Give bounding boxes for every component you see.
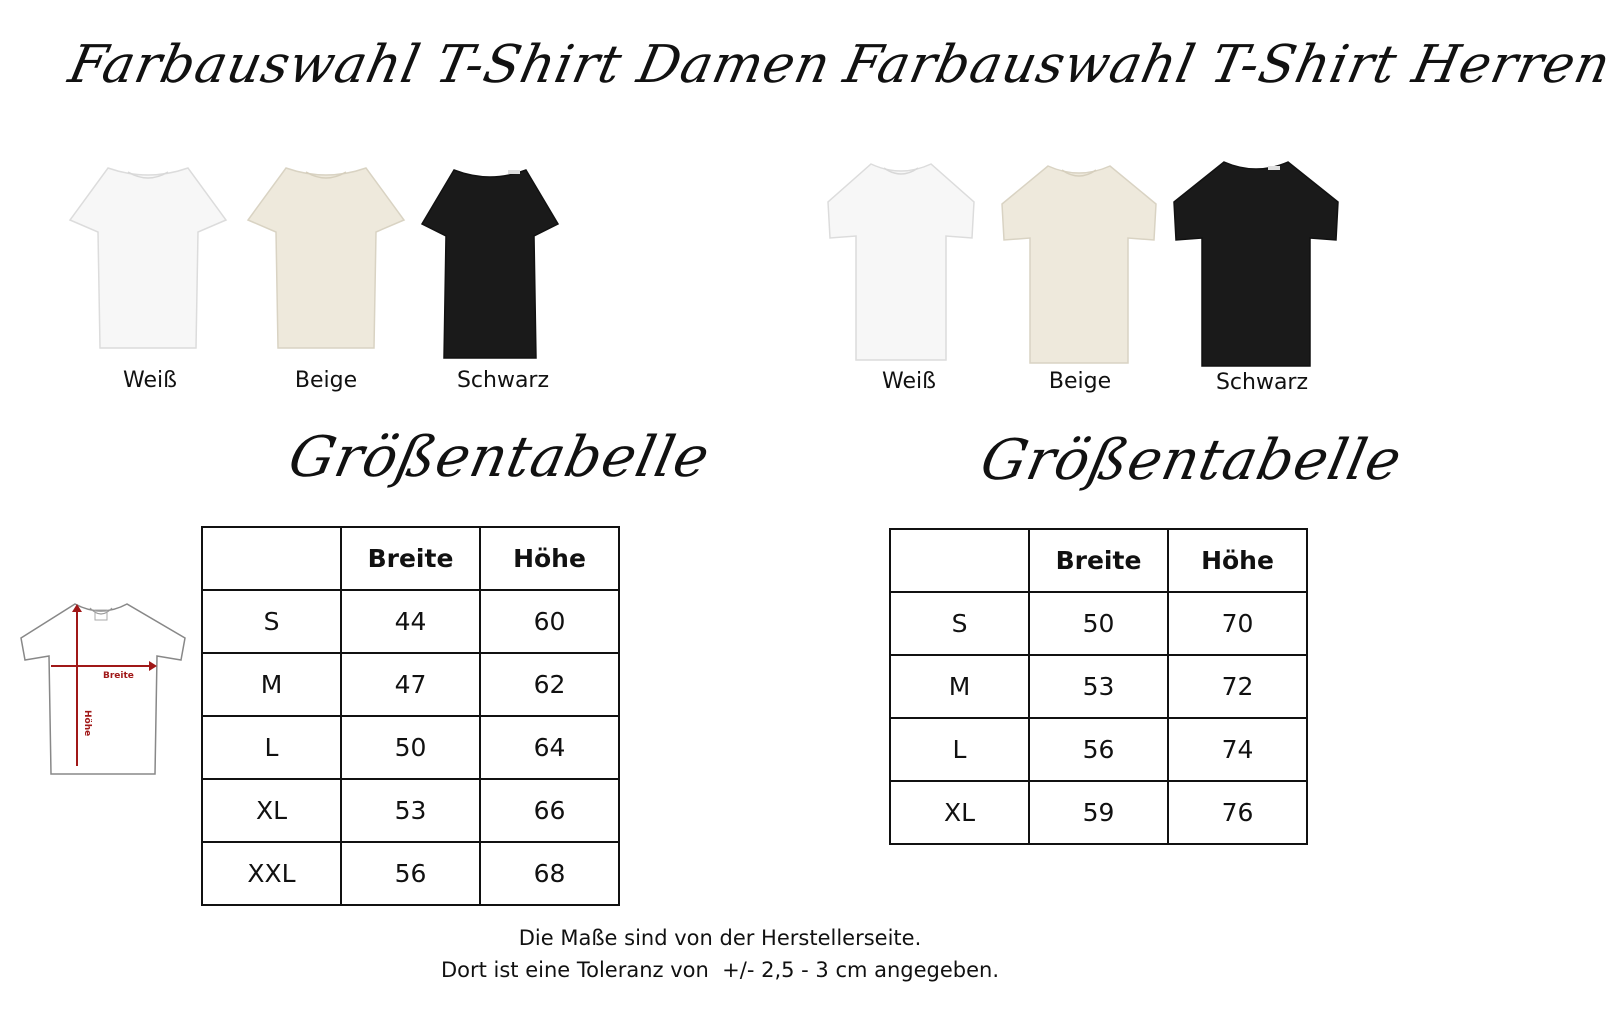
measurement-diagram [15, 598, 190, 782]
table-row [202, 779, 619, 842]
width-cell: 47 [341, 653, 480, 716]
table-header-row [890, 529, 1307, 592]
men-shirt-beige [1000, 160, 1158, 365]
men-label-beige: Beige [1048, 369, 1112, 394]
table-header-cell [202, 527, 341, 590]
height-cell: 70 [1168, 592, 1307, 655]
note-line-1: Die Maße sind von der Herstellerseite. [518, 926, 922, 950]
men-size-title: Größentabelle [975, 428, 1408, 493]
women-shirt-white [68, 160, 228, 350]
note-line-2: Dort ist eine Toleranz von +/- 2,5 - 3 cm angegeben. [440, 958, 1000, 982]
women-size-table [201, 526, 620, 906]
height-cell: 72 [1168, 655, 1307, 718]
men-shirt-black [1172, 158, 1340, 368]
diagram-height-label: Höhe [82, 710, 92, 737]
height-cell: 62 [480, 653, 619, 716]
size-cell: XL [890, 781, 1029, 844]
width-cell: 50 [341, 716, 480, 779]
men-label-black: Schwarz [1215, 370, 1309, 395]
width-cell: 50 [1029, 592, 1168, 655]
measurement-note [330, 922, 1110, 986]
table-header-cell: Breite [341, 527, 480, 590]
men-shirt-white [826, 160, 976, 362]
women-label-white: Weiß [123, 368, 177, 393]
table-row [890, 781, 1307, 844]
size-cell: L [890, 718, 1029, 781]
size-cell: XXL [202, 842, 341, 905]
width-cell: 44 [341, 590, 480, 653]
width-cell: 53 [1029, 655, 1168, 718]
men-size-table [889, 528, 1308, 845]
women-shirt-beige [246, 160, 406, 350]
table-header-cell: Höhe [1168, 529, 1307, 592]
table-header-cell [890, 529, 1029, 592]
men-label-white: Weiß [882, 369, 936, 394]
size-cell: S [202, 590, 341, 653]
table-header-cell: Höhe [480, 527, 619, 590]
table-header-row [202, 527, 619, 590]
width-cell: 56 [341, 842, 480, 905]
diagram-width-label: Breite [103, 671, 134, 681]
height-cell: 66 [480, 779, 619, 842]
height-cell: 76 [1168, 781, 1307, 844]
size-cell: M [890, 655, 1029, 718]
table-row [890, 718, 1307, 781]
table-header-cell: Breite [1029, 529, 1168, 592]
table-row [202, 716, 619, 779]
women-shirt-black [420, 162, 560, 362]
women-color-title: Farbauswahl T-Shirt Damen [63, 35, 837, 95]
table-row [202, 842, 619, 905]
size-cell: S [890, 592, 1029, 655]
height-cell: 74 [1168, 718, 1307, 781]
women-label-beige: Beige [294, 368, 358, 393]
height-cell: 64 [480, 716, 619, 779]
women-label-black: Schwarz [456, 368, 550, 393]
size-cell: M [202, 653, 341, 716]
size-cell: XL [202, 779, 341, 842]
width-cell: 59 [1029, 781, 1168, 844]
women-size-title: Größentabelle [283, 425, 716, 490]
width-cell: 53 [341, 779, 480, 842]
table-row [202, 653, 619, 716]
table-row [890, 655, 1307, 718]
height-cell: 60 [480, 590, 619, 653]
table-row [202, 590, 619, 653]
height-cell: 68 [480, 842, 619, 905]
table-row [890, 592, 1307, 655]
width-cell: 56 [1029, 718, 1168, 781]
size-cell: L [202, 716, 341, 779]
men-color-title: Farbauswahl T-Shirt Herren [838, 35, 1616, 95]
